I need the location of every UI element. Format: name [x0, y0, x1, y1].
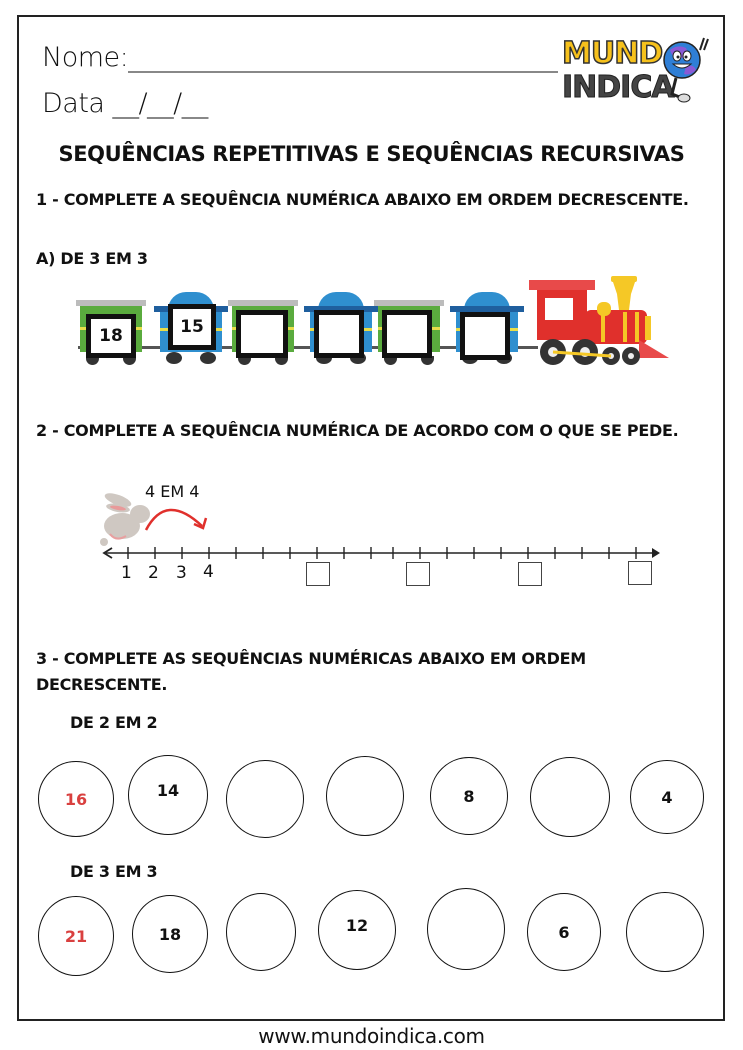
- sequence-b-circle[interactable]: 12: [318, 890, 396, 970]
- train: [72, 268, 682, 373]
- date-field[interactable]: Data __/__/__: [42, 88, 208, 119]
- sequence-b-label: DE 3 EM 3: [70, 862, 158, 881]
- train-locomotive-icon: [527, 272, 677, 367]
- number-line-answer-box[interactable]: [628, 561, 652, 585]
- number-line-label: 4: [203, 562, 214, 582]
- wagon-number-box[interactable]: [382, 310, 432, 358]
- sequence-a-circle[interactable]: 8: [430, 757, 508, 835]
- question-1-prompt: 1 - COMPLETE A SEQUÊNCIA NUMÉRICA ABAIXO EM ORDEM DECRESCENTE.: [36, 190, 689, 209]
- mundo-indica-logo: [560, 36, 712, 106]
- wagon-number-box[interactable]: [236, 310, 288, 358]
- globe-mascot-icon: [660, 36, 712, 106]
- sequence-b-circle[interactable]: 21: [38, 896, 114, 976]
- hop-arrow-icon: [140, 496, 215, 536]
- sequence-a-circle[interactable]: 4: [630, 760, 704, 834]
- sequence-a-circle[interactable]: [530, 757, 610, 837]
- question-1-part-a: A) DE 3 EM 3: [36, 249, 148, 268]
- logo-text-mundo: MUND: [562, 36, 663, 71]
- sequence-a-circle[interactable]: 16: [38, 761, 114, 837]
- wagon-number-box[interactable]: [460, 312, 510, 360]
- sequence-b-circle[interactable]: [427, 888, 505, 970]
- sequence-b-circle[interactable]: [626, 892, 704, 972]
- question-3-prompt: 3 - COMPLETE AS SEQUÊNCIAS NUMÉRICAS ABAIXO EM ORDEM DECRESCENTE.: [36, 649, 586, 694]
- wagon-number-box[interactable]: 18: [86, 314, 136, 358]
- sequence-a-label: DE 2 EM 2: [70, 713, 158, 732]
- logo-text-indica: INDICA: [562, 70, 674, 105]
- number-line-label: 2: [148, 563, 159, 583]
- worksheet-title: SEQUÊNCIAS REPETITIVAS E SEQUÊNCIAS RECURSIVAS: [58, 142, 685, 166]
- number-line-answer-box[interactable]: [406, 562, 430, 586]
- sequence-b-circle[interactable]: 6: [527, 893, 601, 971]
- footer-website: www.mundoindica.com: [258, 1024, 485, 1048]
- sequence-a-circle[interactable]: 14: [128, 755, 208, 835]
- name-field[interactable]: Nome:_________________________________: [42, 42, 558, 73]
- number-line-label: 3: [176, 563, 187, 583]
- rabbit-hop-label: 4 EM 4: [145, 482, 200, 501]
- number-line-answer-box[interactable]: [518, 562, 542, 586]
- wagon-number-box[interactable]: [314, 310, 364, 358]
- number-line-label: 1: [121, 563, 132, 583]
- sequence-a-circle[interactable]: [326, 756, 404, 836]
- number-line-answer-box[interactable]: [306, 562, 330, 586]
- question-2-prompt: 2 - COMPLETE A SEQUÊNCIA NUMÉRICA DE ACORDO COM O QUE SE PEDE.: [36, 421, 679, 440]
- wagon-number-box[interactable]: 15: [168, 304, 216, 350]
- sequence-b-circle[interactable]: 18: [132, 895, 208, 973]
- sequence-a-circle[interactable]: [226, 760, 304, 838]
- sequence-b-circle[interactable]: [226, 893, 296, 971]
